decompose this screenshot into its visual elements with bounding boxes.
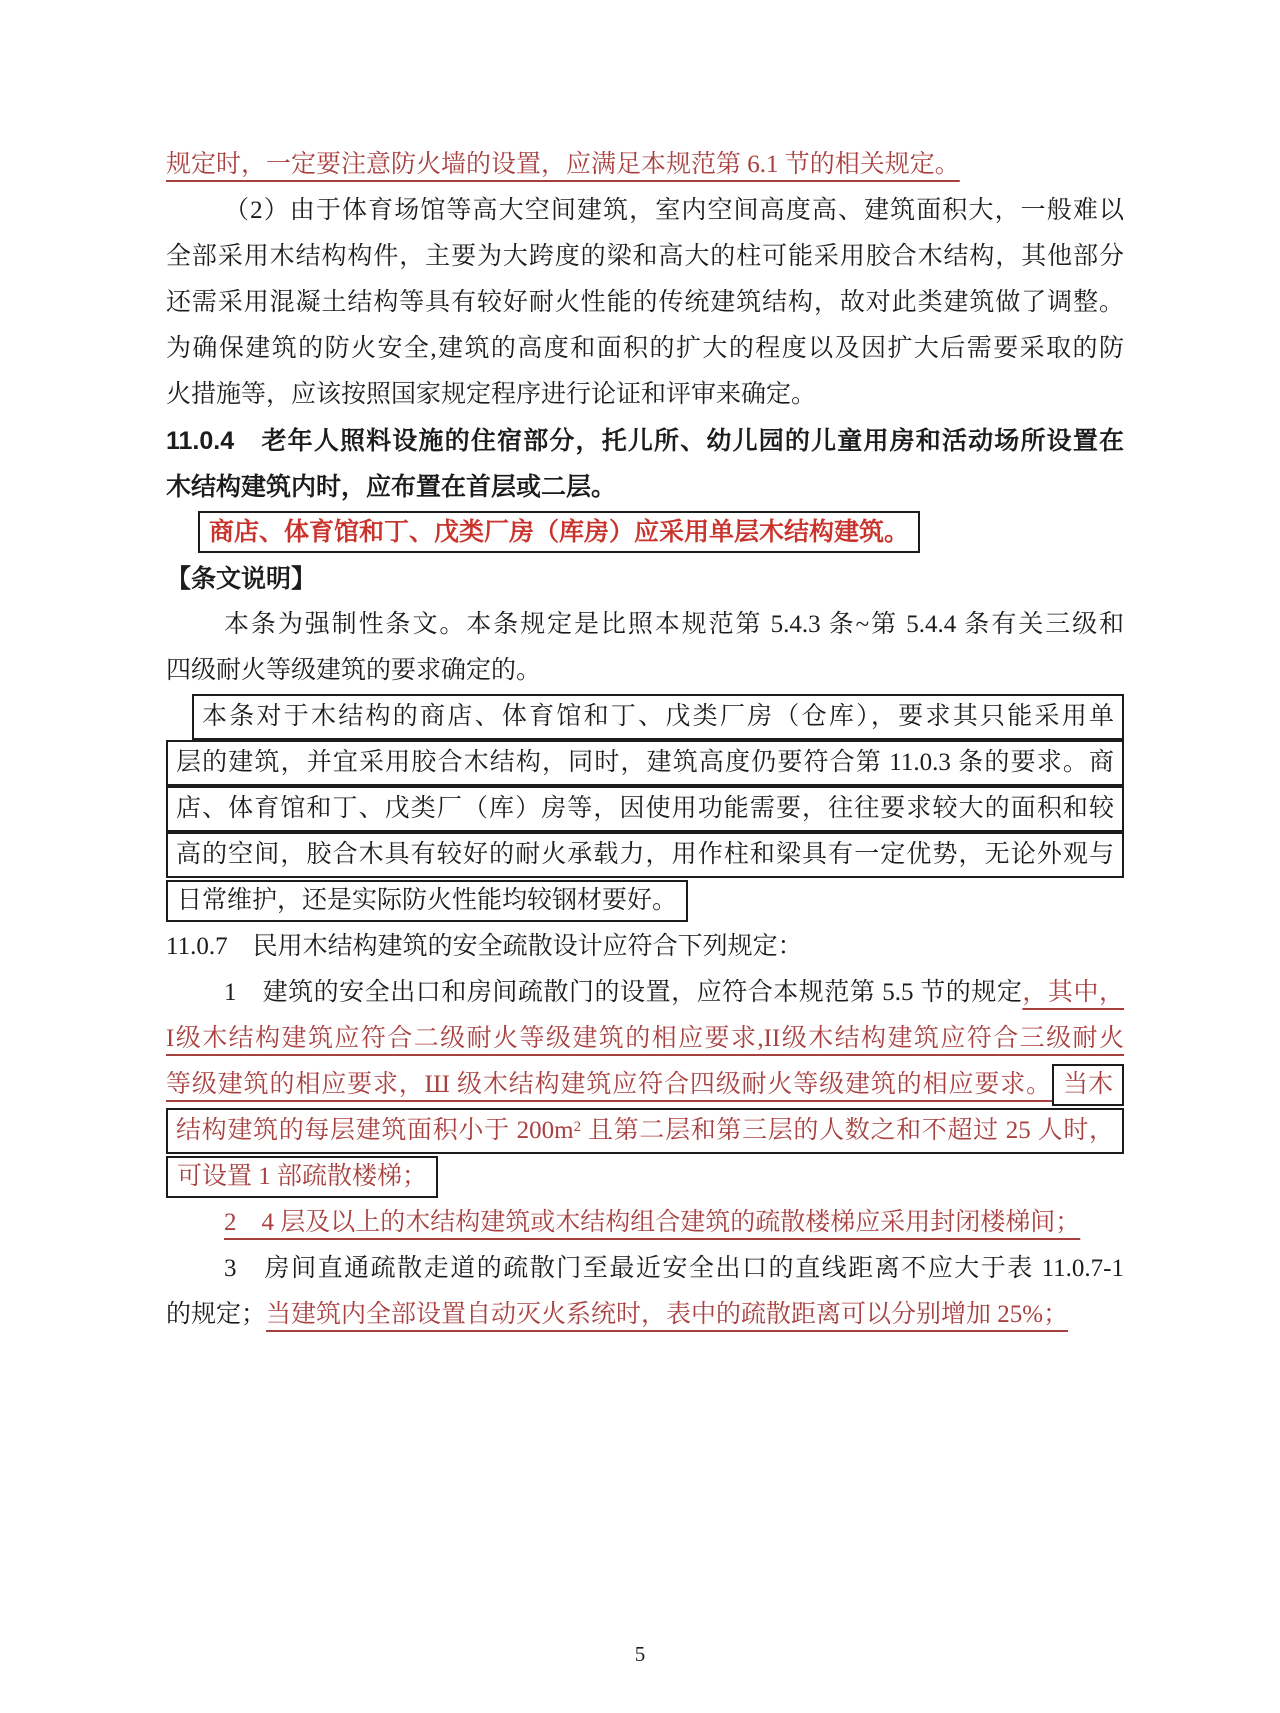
paragraph-line — [166, 326, 1124, 372]
boxed-amendment-line — [166, 1108, 1124, 1154]
page-footer — [0, 1642, 1280, 1667]
paragraph-line — [166, 372, 1124, 418]
text-segment: 等级建筑的相应要求，Ш 级木结构建筑应符合四级耐火等级建筑的相应要求。 — [166, 1071, 1052, 1098]
text-segment: 火措施等，应该按照国家规定程序进行论证和评审来确定。 — [166, 381, 817, 408]
text-segment: 3 房间直通疏散走道的疏散门至最近安全出口的直线距离不应大于表 11.0.7-1 — [224, 1255, 1124, 1282]
text-segment: 当建筑内全部设置自动灭火系统时，表中的疏散距离可以分别增加 25%； — [266, 1301, 1069, 1328]
text-segment: 全部采用木结构构件，主要为大跨度的梁和高大的柱可能采用胶合木结构，其他部分 — [166, 243, 1124, 270]
red-amendment-note — [166, 142, 1124, 188]
text-segment: 2 4 层及以上的木结构建筑或木结构组合建筑的疏散楼梯应采用封闭楼梯间； — [224, 1209, 1081, 1236]
text-segment: 层的建筑，并宜采用胶合木结构，同时，建筑高度仍要符合第 11.0.3 条的要求。商 — [176, 749, 1114, 776]
text-segment: I级木结构建筑应符合二级耐火等级建筑的相应要求,II级木结构建筑应符合三级耐火 — [166, 1025, 1124, 1052]
boxed-text-segment: 日常维护，还是实际防火性能均较钢材要好。 — [166, 880, 688, 922]
boxed-text-segment: 商店、体育馆和丁、戊类厂房（库房）应采用单层木结构建筑。 — [198, 511, 920, 553]
boxed-explanation-line — [192, 694, 1124, 740]
item-1-amendment-line — [166, 1062, 1124, 1108]
item-1-amendment-line — [166, 1016, 1124, 1062]
paragraph-line — [166, 234, 1124, 280]
clause-11-0-7-heading — [166, 924, 1124, 970]
boxed-text-segment: 可设置 1 部疏散楼梯； — [166, 1156, 438, 1198]
clause-11-0-4-line — [166, 464, 1124, 510]
document-text-block — [166, 142, 1124, 1338]
text-segment: 【条文说明】 — [166, 565, 317, 593]
text-segment: 四级耐火等级建筑的要求确定的。 — [166, 657, 542, 684]
clause-11-0-4-line — [166, 418, 1124, 464]
text-segment: 11.0.4 老年人照料设施的住宿部分，托儿所、幼儿园的儿童用房和活动场所设置在 — [166, 427, 1124, 455]
text-segment: 高的空间，胶合木具有较好的耐火承载力，用作柱和梁具有一定优势，无论外观与 — [176, 841, 1114, 868]
text-segment: 规定时，一定要注意防火墙的设置，应满足本规范第 6.1 节的相关规定。 — [166, 151, 960, 178]
text-segment: 11.0.7 民用木结构建筑的安全疏散设计应符合下列规定： — [166, 933, 803, 960]
item-2-line — [166, 1200, 1124, 1246]
text-segment: （2）由于体育场馆等高大空间建筑，室内空间高度高、建筑面积大，一般难以 — [224, 197, 1124, 224]
explanation-para-line — [166, 602, 1124, 648]
text-segment: 1 建筑的安全出口和房间疏散门的设置，应符合本规范第 5.5 节的规定 — [224, 979, 1023, 1006]
text-segment: 且第二层和第三层的人数之和不超过 25 人时， — [581, 1117, 1114, 1144]
item-3-line — [166, 1292, 1124, 1338]
text-segment: 为确保建筑的防火安全,建筑的高度和面积的扩大的程度以及因扩大后需要采取的防 — [166, 335, 1124, 362]
paragraph-line — [166, 188, 1124, 234]
text-segment: 的规定； — [166, 1301, 267, 1328]
boxed-amendment-line — [166, 1154, 1124, 1200]
text-segment: 本条对于木结构的商店、体育馆和丁、戊类厂房（仓库），要求其只能采用单 — [202, 703, 1114, 730]
item-3-line — [166, 1246, 1124, 1292]
item-1-line — [166, 970, 1124, 1016]
page-number: 5 — [634, 1642, 646, 1666]
explanation-heading — [166, 556, 1124, 602]
paragraph-line — [166, 280, 1124, 326]
text-segment: 还需采用混凝土结构等具有较好耐火性能的传统建筑结构，故对此类建筑做了调整。 — [166, 289, 1124, 316]
text-segment: 2 — [573, 1119, 582, 1135]
boxed-clause-shops — [166, 510, 1124, 556]
text-segment: 本条为强制性条文。本条规定是比照本规范第 5.4.3 条~第 5.4.4 条有关三级和 — [224, 611, 1124, 638]
text-segment: 结构建筑的每层建筑面积小于 200m — [176, 1117, 574, 1144]
explanation-para-line — [166, 648, 1124, 694]
text-segment: ，其中， — [1022, 979, 1124, 1006]
boxed-explanation-line — [166, 878, 1124, 924]
text-segment: 店、体育馆和丁、戊类厂（库）房等，因使用功能需要，往往要求较大的面积和较 — [176, 795, 1114, 822]
boxed-text-segment: 当木 — [1052, 1064, 1124, 1106]
text-segment: 木结构建筑内时，应布置在首层或二层。 — [166, 473, 617, 501]
boxed-explanation-line — [166, 786, 1124, 832]
boxed-explanation-line — [166, 740, 1124, 786]
boxed-explanation-line — [166, 832, 1124, 878]
